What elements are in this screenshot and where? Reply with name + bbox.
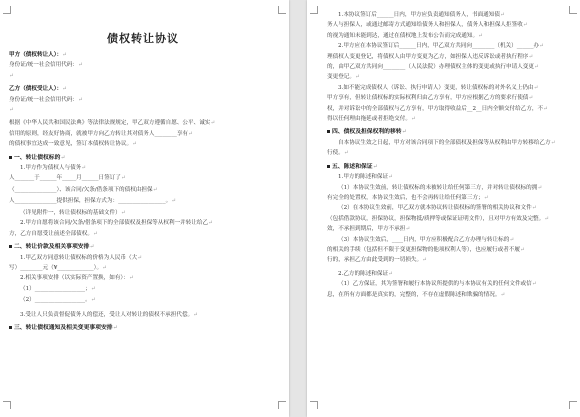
paragraph-mark-icon: ↵ — [171, 198, 176, 205]
paragraph-line — [327, 245, 574, 255]
document-page-right — [307, 0, 580, 417]
paragraph-line — [9, 105, 277, 115]
paragraph-line — [327, 203, 574, 213]
paragraph-mark-icon: ↵ — [354, 74, 360, 81]
paragraph-line — [9, 60, 277, 70]
paragraph-mark-icon: ↵ — [210, 120, 216, 127]
line-text: （2）__________________。 — [20, 297, 91, 304]
paragraph-line — [9, 196, 277, 208]
document-body-left — [9, 50, 277, 334]
line-text: （_______________）、该合同/欠条/借条项下的债权由担保 — [9, 186, 153, 193]
paragraph-line — [327, 10, 574, 20]
line-text: 2.相关事项安排（以实际资产置换，如有）： — [20, 275, 129, 282]
paragraph-line — [327, 214, 574, 224]
paragraph-line — [327, 72, 574, 82]
paragraph-line — [9, 253, 277, 263]
paragraph-line — [9, 118, 277, 128]
line-text: 身份证/统一社会信用代码： — [9, 96, 79, 103]
line-text: 1.甲方的陈述和保证 — [338, 174, 389, 181]
paragraph-mark-icon: ↵ — [193, 311, 198, 318]
paragraph-line — [9, 173, 277, 185]
paragraph-mark-icon: ↵ — [544, 215, 549, 222]
line-text: 根据《中华人民共和国民法典》等法律法规规定，甲乙双方遵循自愿、公平、诚实 — [9, 120, 211, 127]
paragraph-line — [9, 71, 277, 81]
paragraph-line — [327, 93, 574, 103]
paragraph-mark-icon: ↵ — [78, 62, 83, 69]
line-text: 的视为通知未能到达，通过在债权地上发布公告而完成通知。 — [327, 32, 479, 39]
paragraph-line — [327, 114, 574, 124]
line-text: （详见附件一，转让债权标的基础文件） — [20, 209, 121, 216]
line-text: 2.乙方的陈述和保证 — [338, 270, 389, 277]
page-margin-marker — [310, 6, 318, 14]
line-text: 甲方（债权转让人）： — [9, 52, 63, 58]
paragraph-mark-icon: ↵ — [550, 139, 556, 146]
line-text: 2.甲方自愿将该合同/欠条/借条项下的全部债权及担保等从权利一并转让给乙 — [20, 220, 209, 227]
paragraph-mark-icon: ↵ — [422, 257, 427, 264]
page-margin-marker — [3, 6, 11, 14]
line-text: 1.甲乙双方同意转让债权标的价格为人民币（大 — [20, 254, 138, 261]
paragraph-line — [9, 139, 277, 149]
line-text: 权，并对诉讼中的全部债权与乙方享有，甲方取得收益后__2__日内全额交付给乙方，不 — [327, 105, 544, 112]
page-margin-marker — [278, 401, 286, 409]
paragraph-mark-icon: ↵ — [388, 174, 393, 181]
line-text: （1）本协议生效前，转让债权标的未被转让给任何第三方，并对转让债权标的拥 — [338, 184, 538, 191]
line-text: 1.本协议签订后______日内，甲方应负责通知债务人，书面通知债 — [338, 12, 500, 18]
paragraph-mark-icon: ↵ — [9, 107, 14, 114]
paragraph-line — [327, 193, 574, 203]
paragraph-mark-icon: ↵ — [137, 254, 142, 261]
page-margin-marker — [310, 401, 318, 409]
document-title: 债权转让协议 — [107, 32, 179, 45]
paragraph-line — [9, 263, 277, 273]
line-text: 行的，承担乙方由此受到的一切损失。 — [327, 257, 423, 264]
line-text: 自本协议生效之日起，甲方对该合同项下的全部债权及担保等从权利由甲方转移给乙方 — [338, 139, 551, 146]
document-page-left — [0, 0, 289, 417]
section-heading — [9, 242, 277, 252]
paragraph-mark-icon: ↵ — [537, 184, 543, 191]
line-text: 的相关的手续（包括但不限于变更担保物的他项权利人等），也应履行或者不履 — [327, 246, 520, 253]
paragraph-line — [327, 83, 574, 93]
paragraph-mark-icon: ↵ — [519, 246, 525, 253]
line-text: 务人与担保人，或通过邮寄方式通知给债务人和担保人，债务人和担保人拒签收 — [327, 22, 523, 29]
paragraph-line — [327, 290, 574, 300]
line-text: （2）在本协议生效前，甲乙双方就本协议转让债权标的签署的相关协议和文件 — [338, 205, 532, 212]
line-text: 3.受让人只负责督促债务人的偿还，受让人对转让的债权不承担代偿。 — [20, 311, 194, 318]
paragraph-mark-icon: ↵ — [531, 281, 537, 288]
line-text: （包括借款协议，担保协议，担保物抵/质押等或保证证明文件），且对甲方有效及完整。 — [327, 215, 545, 222]
page-margin-marker — [569, 6, 577, 14]
paragraph-line — [327, 183, 574, 193]
paragraph-line — [327, 148, 574, 158]
line-text: 的债权事宜达成一致意见，签订本债权转让协议。 — [9, 141, 133, 148]
paragraph-line — [9, 218, 277, 228]
paragraph-line — [9, 163, 277, 173]
paragraph-line — [9, 50, 277, 60]
line-text: 1.甲方作为债权人与债务 — [20, 165, 82, 172]
page-margin-marker — [3, 401, 11, 409]
line-text: （1）__________________； — [20, 285, 91, 292]
paragraph-mark-icon: ↵ — [528, 95, 534, 102]
line-text: 人_______于______年_____月______日签订了 — [9, 175, 121, 182]
paragraph-line — [327, 269, 574, 279]
paragraph-mark-icon: ↵ — [410, 116, 416, 123]
paragraph-mark-icon: ↵ — [90, 297, 96, 304]
paragraph-line — [9, 95, 277, 105]
heading-bullet-icon — [327, 165, 330, 168]
paragraph-line — [327, 20, 574, 30]
paragraph-line — [9, 295, 277, 307]
paragraph-mark-icon: ↵ — [539, 43, 544, 50]
section-heading — [327, 127, 574, 137]
line-text: 方，乙方自愿受让前述全部债权。 — [9, 230, 93, 237]
paragraph-mark-icon: ↵ — [9, 72, 14, 79]
paragraph-line — [9, 208, 277, 218]
paragraph-line — [327, 138, 574, 148]
line-text: 三、转让债权通知及相关变更事项安排 — [14, 325, 113, 332]
paragraph-mark-icon: ↵ — [188, 130, 193, 137]
paragraph-mark-icon: ↵ — [81, 165, 86, 172]
paragraph-mark-icon: ↵ — [78, 96, 83, 103]
heading-bullet-icon — [327, 130, 330, 133]
line-text: 人_______________提供担保，担保方式为：_________________。 — [9, 198, 172, 205]
paragraph-mark-icon: ↵ — [388, 270, 393, 277]
paragraph-mark-icon: ↵ — [509, 236, 515, 243]
paragraph-mark-icon: ↵ — [208, 220, 213, 227]
paragraph-line — [327, 31, 574, 41]
line-text: 得以任何理由拖延或者拒绝交付。 — [327, 116, 411, 123]
line-text: 一、转让债权标的 — [14, 154, 61, 161]
paragraph-mark-icon: ↵ — [60, 154, 66, 161]
paragraph-mark-icon: ↵ — [528, 53, 534, 60]
line-text: 信用的原则，经友好协商，就被甲方向乙方转让其对债务人________享有 — [9, 130, 189, 137]
paragraph-mark-icon: ↵ — [132, 141, 137, 148]
heading-bullet-icon — [9, 245, 12, 248]
line-text: （1）乙方保证，其为签署和履行本协议所提供的与本协议有关的任何文件或信 — [338, 281, 532, 288]
paragraph-mark-icon: ↵ — [531, 205, 537, 212]
line-text: 变更登记。 — [327, 74, 355, 81]
paragraph-mark-icon: ↵ — [483, 194, 489, 201]
paragraph-line — [327, 255, 574, 265]
line-text: 2.甲方应在本协议签订后______日内，甲乙双方共同向________（机关）______办 — [338, 43, 540, 50]
line-text: 写）________元（¥_____________）。 — [9, 265, 103, 271]
paragraph-line — [9, 284, 277, 296]
paragraph-mark-icon: ↵ — [152, 186, 158, 193]
paragraph-mark-icon: ↵ — [522, 22, 528, 29]
line-text: 息，在所有方面都是真实的，完整的，不存在虚假陈述和欺骗的情况。 — [327, 291, 501, 298]
line-text: 二、转让价款及相关事项安排 — [14, 244, 90, 251]
paragraph-line — [9, 129, 277, 139]
paragraph-line — [9, 273, 277, 283]
section-heading — [9, 153, 277, 163]
paragraph-line — [327, 52, 574, 62]
page-margin-marker — [569, 401, 577, 409]
page-margin-marker — [278, 6, 286, 14]
paragraph-mark-icon: ↵ — [533, 84, 539, 91]
paragraph-line — [327, 279, 574, 289]
paragraph-mark-icon: ↵ — [120, 209, 126, 216]
paragraph-line — [9, 310, 277, 320]
line-text: 甲方享有，但转让债权标的实际权利归由乙方享有，甲方应根据乙方的要求行使债 — [327, 95, 529, 102]
line-text: 行使。 — [327, 150, 344, 157]
heading-bullet-icon — [9, 326, 12, 329]
line-text: 3.如不能完成债权人（诉讼、执行申请人）变更，转让债权标的对外名义上仍由 — [338, 84, 534, 91]
paragraph-mark-icon: ↵ — [92, 230, 98, 237]
paragraph-mark-icon: ↵ — [499, 12, 505, 18]
line-text: 效，不承担到期后，甲方不承担 — [327, 226, 406, 233]
paragraph-mark-icon: ↵ — [543, 105, 548, 112]
section-heading — [9, 323, 277, 333]
line-text: 乙方（债权受让人）： — [9, 86, 63, 93]
paragraph-line — [9, 229, 277, 239]
paragraph-line — [9, 84, 277, 94]
paragraph-mark-icon: ↵ — [62, 52, 67, 58]
paragraph-line — [327, 235, 574, 245]
paragraph-line — [9, 185, 277, 197]
paragraph-mark-icon: ↵ — [343, 150, 349, 157]
line-text: （3）本协议生效后，____日内，甲方应积极配合乙方办理与转让标的 — [338, 236, 510, 243]
line-text: 的，由甲乙双方共同向________（人民法院）办理债权主体的变更或执行申请人变更 — [327, 64, 534, 71]
paragraph-line — [327, 224, 574, 234]
paragraph-mark-icon: ↵ — [102, 265, 107, 271]
paragraph-line — [327, 62, 574, 72]
paragraph-line — [327, 172, 574, 182]
paragraph-mark-icon: ↵ — [533, 64, 539, 71]
paragraph-mark-icon: ↵ — [500, 291, 506, 298]
line-text: 四、债权及担保权利的移转 — [332, 129, 402, 136]
paragraph-line — [327, 41, 574, 51]
document-body-right — [327, 10, 574, 300]
paragraph-mark-icon: ↵ — [89, 244, 95, 251]
paragraph-mark-icon: ↵ — [120, 175, 126, 182]
paragraph-mark-icon: ↵ — [401, 129, 407, 136]
paragraph-mark-icon: ↵ — [62, 86, 67, 93]
paragraph-mark-icon: ↵ — [478, 32, 483, 39]
paragraph-mark-icon: ↵ — [372, 163, 378, 170]
line-text: 五、陈述和保证 — [332, 163, 373, 170]
paragraph-mark-icon: ↵ — [112, 325, 118, 332]
section-heading — [327, 162, 574, 172]
line-text: 身份证/统一社会信用代码： — [9, 62, 79, 69]
paragraph-line — [327, 104, 574, 114]
paragraph-mark-icon: ↵ — [405, 226, 411, 233]
line-text: 理债权人变更登记，将债权人由甲方变更为乙方，如担保人违反诉讼或者执行程序 — [327, 53, 529, 60]
heading-bullet-icon — [9, 156, 12, 159]
paragraph-mark-icon: ↵ — [128, 275, 134, 282]
paragraph-mark-icon: ↵ — [90, 285, 96, 292]
line-text: 有完全的处置权，本协议生效后，也不会再转让给任何第三方； — [327, 194, 484, 201]
